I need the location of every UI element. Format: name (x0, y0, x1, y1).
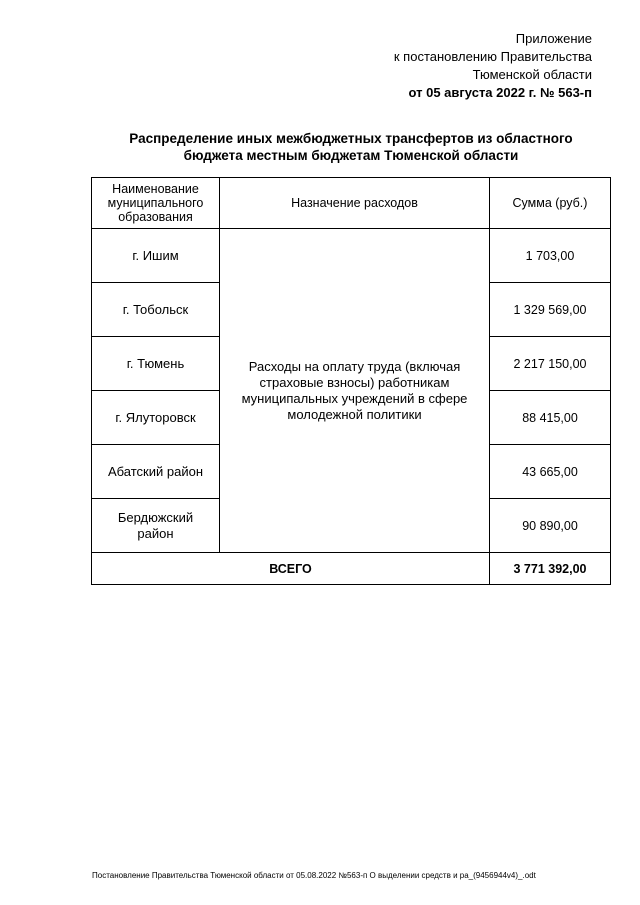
municipality-name: г. Тобольск (92, 283, 220, 337)
municipality-name: Абатский район (92, 445, 220, 499)
municipality-name: г. Тюмень (92, 337, 220, 391)
appendix-block (292, 30, 592, 102)
header-amount: Сумма (руб.) (490, 178, 611, 229)
amount-cell: 88 415,00 (490, 391, 611, 445)
title-line-1: Распределение иных межбюджетных трансфертов из областного (129, 131, 573, 146)
document-footer: Постановление Правительства Тюменской области от 05.08.2022 №563-п О выделении средств и ра_(9456944v4)_.odt (92, 871, 536, 880)
transfers-table (91, 177, 611, 585)
amount-cell: 2 217 150,00 (490, 337, 611, 391)
amount-cell: 90 890,00 (490, 499, 611, 553)
total-amount: 3 771 392,00 (490, 553, 611, 585)
table-row (92, 229, 611, 283)
municipality-name: г. Ялуторовск (92, 391, 220, 445)
appendix-label: Приложение (515, 31, 592, 46)
municipality-name: г. Ишим (92, 229, 220, 283)
purpose-cell: Расходы на оплату труда (включая страховые взносы) работникам муниципальных учреждений в сфере молодежной политики (220, 229, 490, 553)
total-row (92, 553, 611, 585)
appendix-reference: к постановлению Правительства (393, 49, 592, 64)
total-label: ВСЕГО (92, 553, 490, 585)
amount-cell: 1 329 569,00 (490, 283, 611, 337)
table-header-row (92, 178, 611, 229)
municipality-name: Бердюжский район (92, 499, 220, 553)
appendix-date: от 05 августа 2022 г. № 563-п (408, 85, 592, 100)
amount-cell: 43 665,00 (490, 445, 611, 499)
title-line-2: бюджета местным бюджетам Тюменской области (183, 148, 519, 163)
amount-cell: 1 703,00 (490, 229, 611, 283)
header-purpose: Назначение расходов (220, 178, 490, 229)
appendix-region: Тюменской области (472, 67, 592, 82)
document-title (92, 130, 610, 164)
header-municipality: Наименование муниципального образования (92, 178, 220, 229)
